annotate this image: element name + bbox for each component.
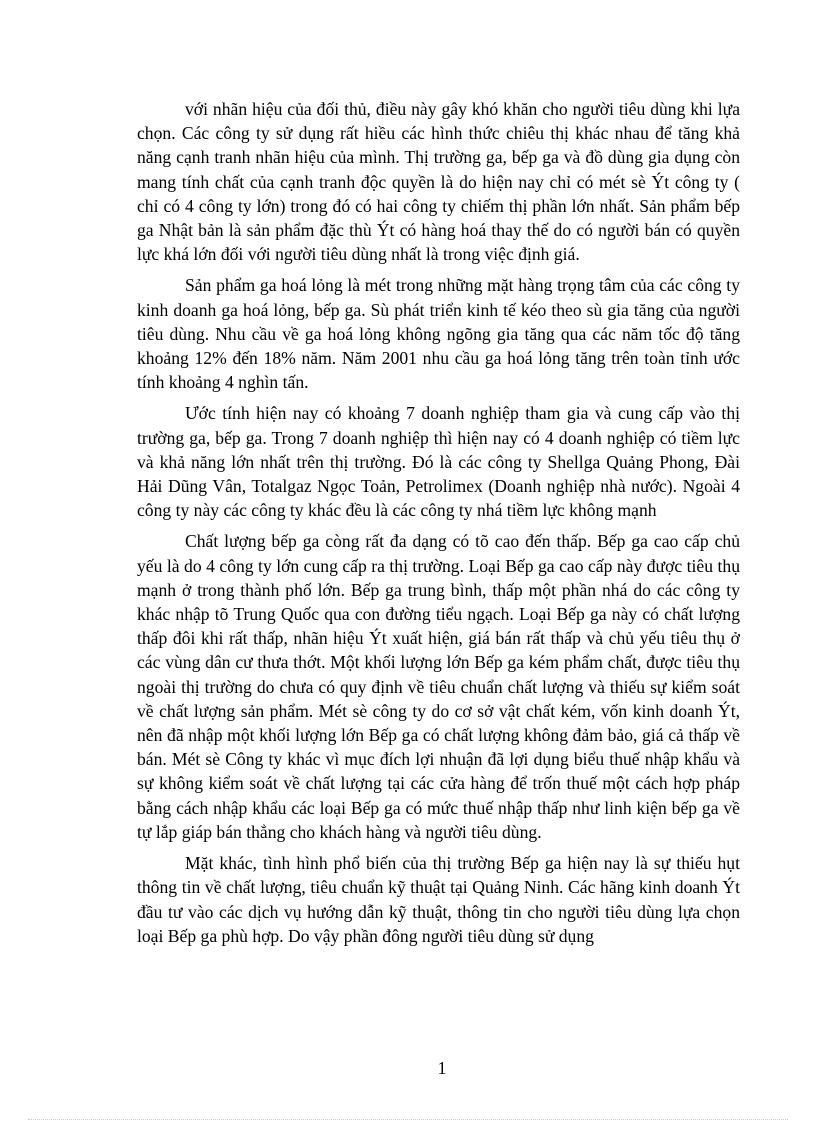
paragraph-3: Ước tính hiện nay có khoảng 7 doanh nghiệp tham gia và cung cấp vào thị trường ga, bếp ga. Trong 7 doanh nghiệp thì hiện nay có 4 doanh nghiệp có tiềm lực và khả năng lớn nhất trên thị trường. Đó là các công ty Shellga Quảng Phong, Đài Hải Dũng Vân, Totalgaz Ngọc Toản, Petrolimex (Doanh nghiệp nhà nước). Ngoài 4 công ty này các công ty khác đều là các công ty nhá tiềm lực không mạnh [137, 403, 740, 521]
paragraph-2: Sản phẩm ga hoá lỏng là mét trong những mặt hàng trọng tâm của các công ty kinh doanh ga hoá lỏng, bếp ga. Sù phát triển kinh tế kéo theo sù gia tăng của người tiêu dùng. Nhu cầu về ga hoá lỏng không ngõng gia tăng qua các năm tốc độ tăng khoảng 12% đến 18% năm. Năm 2001 nhu cầu ga hoá lỏng tăng trên toàn tỉnh ước tính khoảng 4 nghìn tấn. [137, 275, 740, 393]
document-body [137, 97, 740, 948]
page-number: 1 [437, 1058, 447, 1078]
paragraph-5: Mặt khác, tình hình phổ biến của thị trường Bếp ga hiện nay là sự thiếu hụt thông tin về chất lượng, tiêu chuẩn kỹ thuật tại Quảng Ninh. Các hãng kinh doanh Ýt đầu tư vào các dịch vụ hướng dẫn kỹ thuật, thông tin cho người tiêu dùng lựa chọn loại Bếp ga phù hợp. Do vậy phần đông người tiêu dùng sử dụng [137, 853, 740, 946]
paragraph-1: với nhãn hiệu của đối thủ, điều này gây khó khăn cho người tiêu dùng khi lựa chọn. Các công ty sử dụng rất hiều các hình thức chiêu thị khác nhau để tăng khả năng cạnh tranh nhãn hiệu của mình. Thị trường ga, bếp ga và đồ dùng gia dụng còn mang tính chất của cạnh tranh độc quyền là do hiện nay chỉ có mét sè Ýt công ty ( chỉ có 4 công ty lớn) trong đó có hai công ty chiếm thị phần lớn nhất. Sản phẩm bếp ga Nhật bản là sản phẩm đặc thù Ýt có hàng hoá thay thế do có người bán có quyền lực khá lớn đối với người tiêu dùng nhất là trong việc định giá. [137, 99, 740, 265]
paragraph-4: Chất lượng bếp ga còng rất đa dạng có tõ cao đến thấp. Bếp ga cao cấp chủ yếu là do 4 công ty lớn cung cấp ra thị trường. Loại Bếp ga cao cấp này được tiêu thụ mạnh ở trong thành phố lớn. Bếp ga trung bình, thấp một phần nhá do các công ty khác nhập tõ Trung Quốc qua con đường tiểu ngạch. Loại Bếp ga này có chất lượng thấp đôi khi rất thấp, nhãn hiệu Ýt xuất hiện, giá bán rất thấp và chủ yếu tiêu thụ ở các vùng dân cư thưa thớt. Một khối lượng lớn Bếp ga kém phẩm chất, được tiêu thụ ngoài thị trường do chưa có quy định về tiêu chuẩn chất lượng và thiếu sự kiểm soát về chất lượng sản phẩm. Mét sè công ty do cơ sở vật chất kém, vốn kinh doanh Ýt, nên đã nhập một khối lượng lớn Bếp ga có chất lượng không đảm bảo, giá cả thấp về bán. Mét sè Công ty khác vì mục đích lợi nhuận đã lợi dụng biểu thuế nhập khẩu và sự không kiểm soát về chất lượng tại các cửa hàng để trốn thuế một cách hợp pháp bằng cách nhập khẩu các loại Bếp ga có mức thuế nhập thấp như linh kiện bếp ga về tự lắp giáp bán thẳng cho khách hàng và người tiêu dùng. [137, 531, 740, 842]
page-bottom-divider [28, 1119, 788, 1120]
